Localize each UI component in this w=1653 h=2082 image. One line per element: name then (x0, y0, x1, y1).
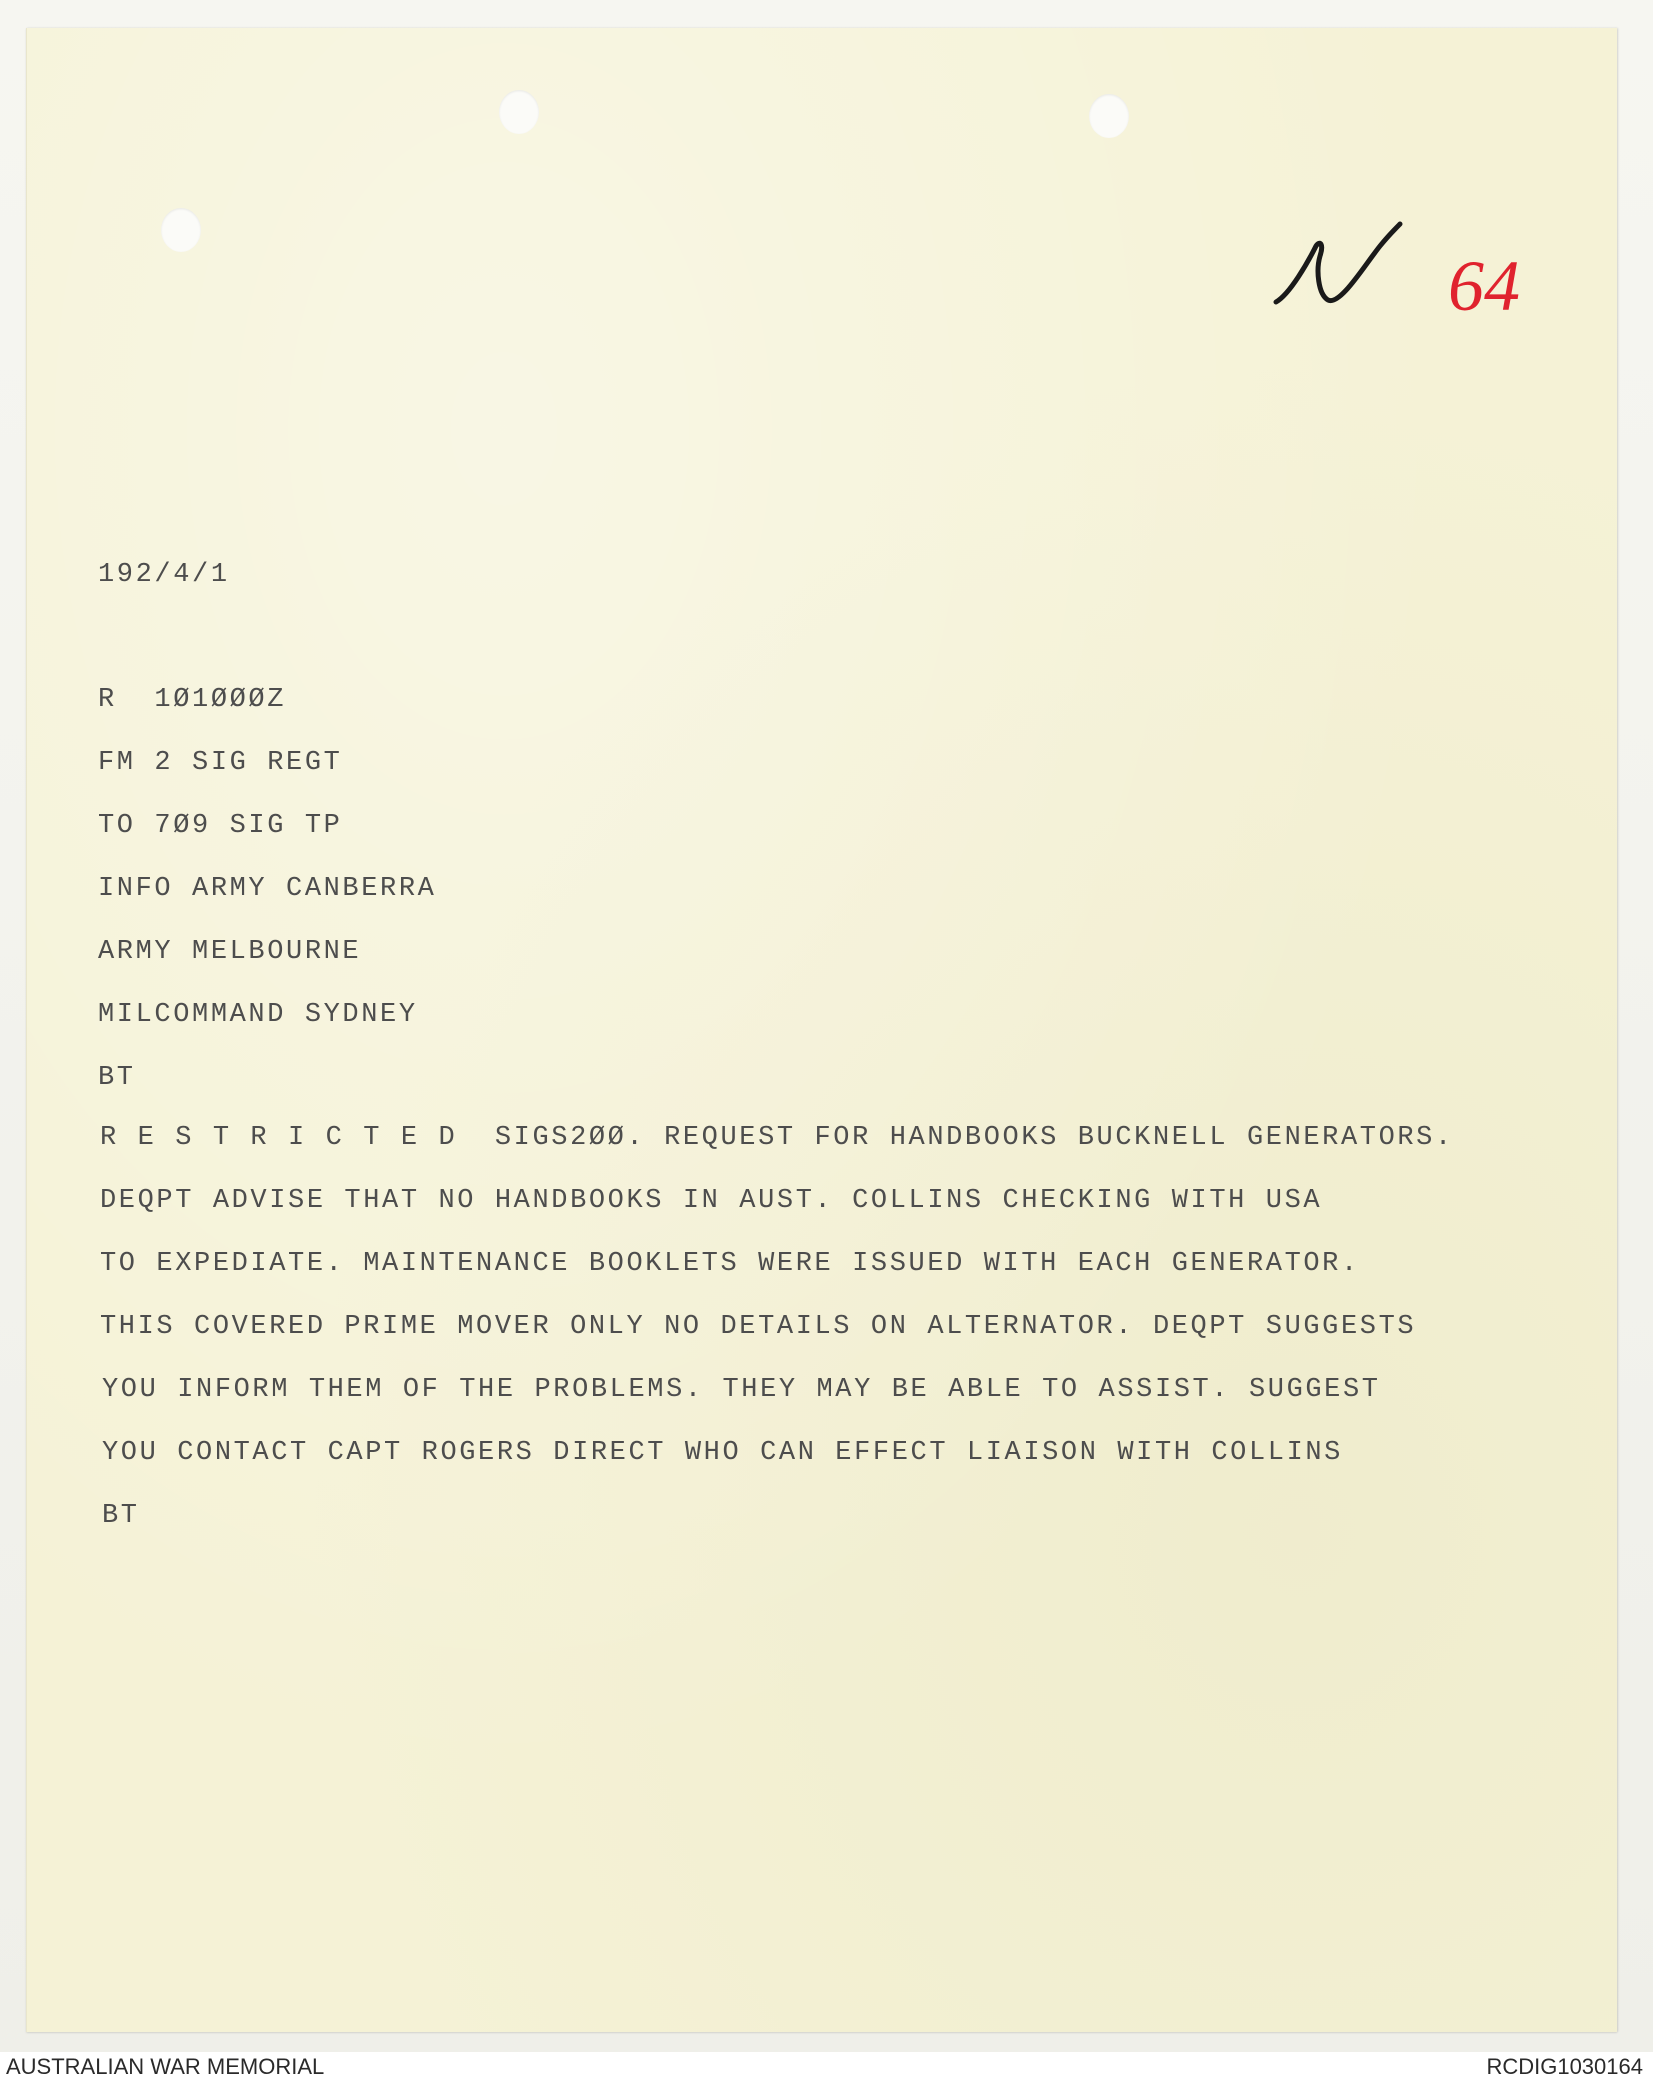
break-separator: BT (98, 1063, 136, 1093)
to-line: TO 7Ø9 SIG TP (98, 811, 343, 841)
info-addressee-line: ARMY MELBOURNE (98, 937, 362, 967)
info-addressee-line: MILCOMMAND SYDNEY (98, 1000, 418, 1030)
folio-number-text: 64 (1448, 246, 1520, 326)
message-body-line: THIS COVERED PRIME MOVER ONLY NO DETAILS ON ALTERNATOR. DEQPT SUGGESTS (100, 1312, 1417, 1342)
footer-record-id: RCDIG1030164 (1486, 2054, 1643, 2079)
folio-number-handwriting (1444, 246, 1574, 326)
teleprinter-message-sheet (26, 28, 1617, 2032)
break-separator: BT (102, 1501, 140, 1531)
punch-hole (1089, 94, 1129, 138)
punch-hole (161, 208, 201, 252)
message-body-line: TO EXPEDIATE. MAINTENANCE BOOKLETS WERE ISSUED WITH EACH GENERATOR. (100, 1249, 1360, 1279)
footer-institution: AUSTRALIAN WAR MEMORIAL (6, 2054, 325, 2079)
info-line: INFO ARMY CANBERRA (98, 874, 437, 904)
message-body-line: YOU CONTACT CAPT ROGERS DIRECT WHO CAN EFFECT LIAISON WITH COLLINS (102, 1438, 1343, 1468)
handwritten-initial-mark (1268, 210, 1428, 320)
punch-hole (499, 90, 539, 134)
message-body-line: R E S T R I C T E D SIGS2ØØ. REQUEST FOR HANDBOOKS BUCKNELL GENERATORS. (100, 1123, 1454, 1153)
folio-number (1444, 246, 1574, 326)
precedence-dtg-line: R 1Ø1ØØØZ (98, 685, 287, 715)
from-line: FM 2 SIG REGT (98, 748, 343, 778)
message-body-line: DEQPT ADVISE THAT NO HANDBOOKS IN AUST. COLLINS CHECKING WITH USA (100, 1186, 1323, 1216)
message-body-line: YOU INFORM THEM OF THE PROBLEMS. THEY MAY BE ABLE TO ASSIST. SUGGEST (102, 1375, 1381, 1405)
file-reference: 192/4/1 (98, 560, 230, 590)
